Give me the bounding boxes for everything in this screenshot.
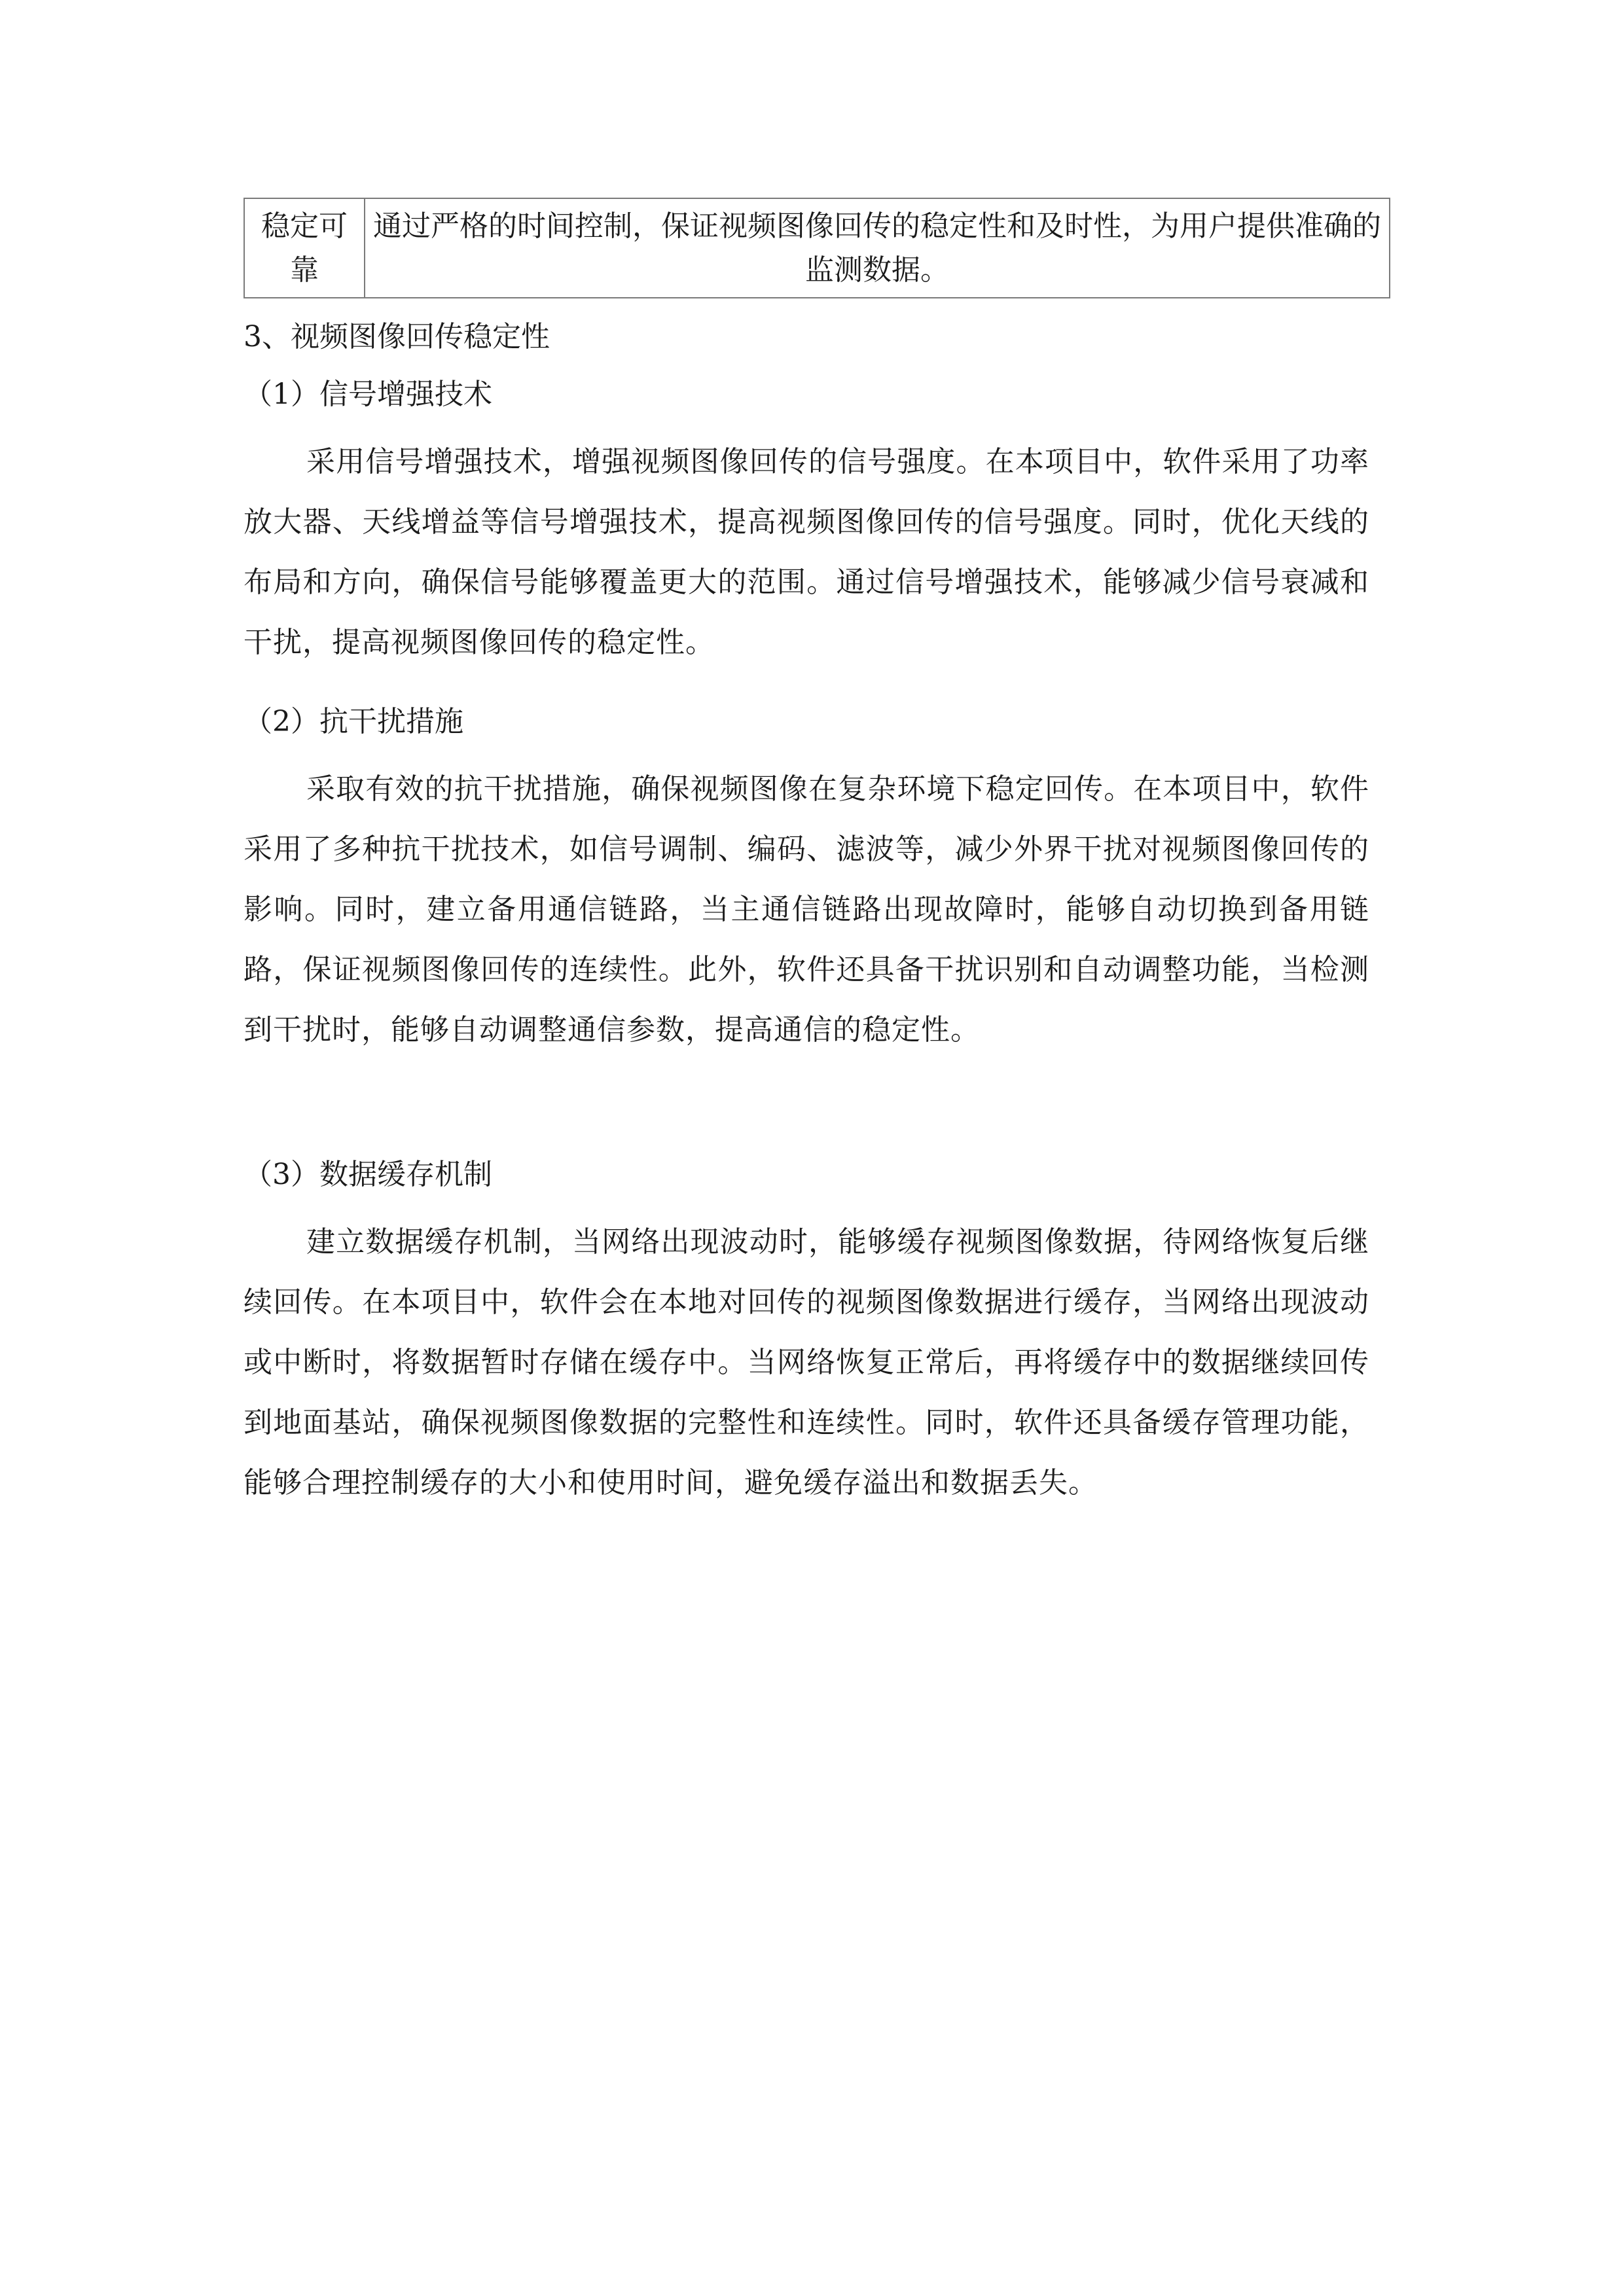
subsection-heading-3: （3）数据缓存机制 xyxy=(244,1158,492,1191)
subsection-heading-2: （2）抗干扰措施 xyxy=(244,705,463,738)
subsection-heading-1: （1）信号增强技术 xyxy=(244,378,492,411)
section-title: 3、视频图像回传稳定性 xyxy=(244,320,550,353)
paragraph-anti-interference: 采取有效的抗干扰措施，确保视频图像在复杂环境下稳定回传。在本项目中，软件采用了多种抗干扰技术，如信号调制、编码、滤波等，减少外界干扰对视频图像回传的影响。同时，建立备用通信链路，当主通信链路出现故障时，能够自动切换到备用链路，保证视频图像回传的连续性。此外，软件还具备干扰识别和自动调整功能，当检测到干扰时，能够自动调整通信参数，提高通信的稳定性。 xyxy=(244,772,1369,1047)
feature-table xyxy=(244,198,1390,298)
table-row xyxy=(244,198,1390,298)
paragraph-signal-enhancement: 采用信号增强技术，增强视频图像回传的信号强度。在本项目中，软件采用了功率放大器、天线增益等信号增强技术，提高视频图像回传的信号强度。同时，优化天线的布局和方向，确保信号能够覆盖更大的范围。通过信号增强技术，能够减少信号衰减和干扰，提高视频图像回传的稳定性。 xyxy=(244,445,1369,659)
paragraph-data-cache: 建立数据缓存机制，当网络出现波动时，能够缓存视频图像数据，待网络恢复后继续回传。在本项目中，软件会在本地对回传的视频图像数据进行缓存，当网络出现波动或中断时，将数据暂时存储在缓存中。当网络恢复正常后，再将缓存中的数据继续回传到地面基站，确保视频图像数据的完整性和连续性。同时，软件还具备缓存管理功能，能够合理控制缓存的大小和使用时间，避免缓存溢出和数据丢失。 xyxy=(244,1225,1369,1499)
table-cell-label: 稳定可靠 xyxy=(244,198,365,298)
table-cell-description: 通过严格的时间控制，保证视频图像回传的稳定性和及时性，为用户提供准确的监测数据。 xyxy=(365,198,1390,298)
